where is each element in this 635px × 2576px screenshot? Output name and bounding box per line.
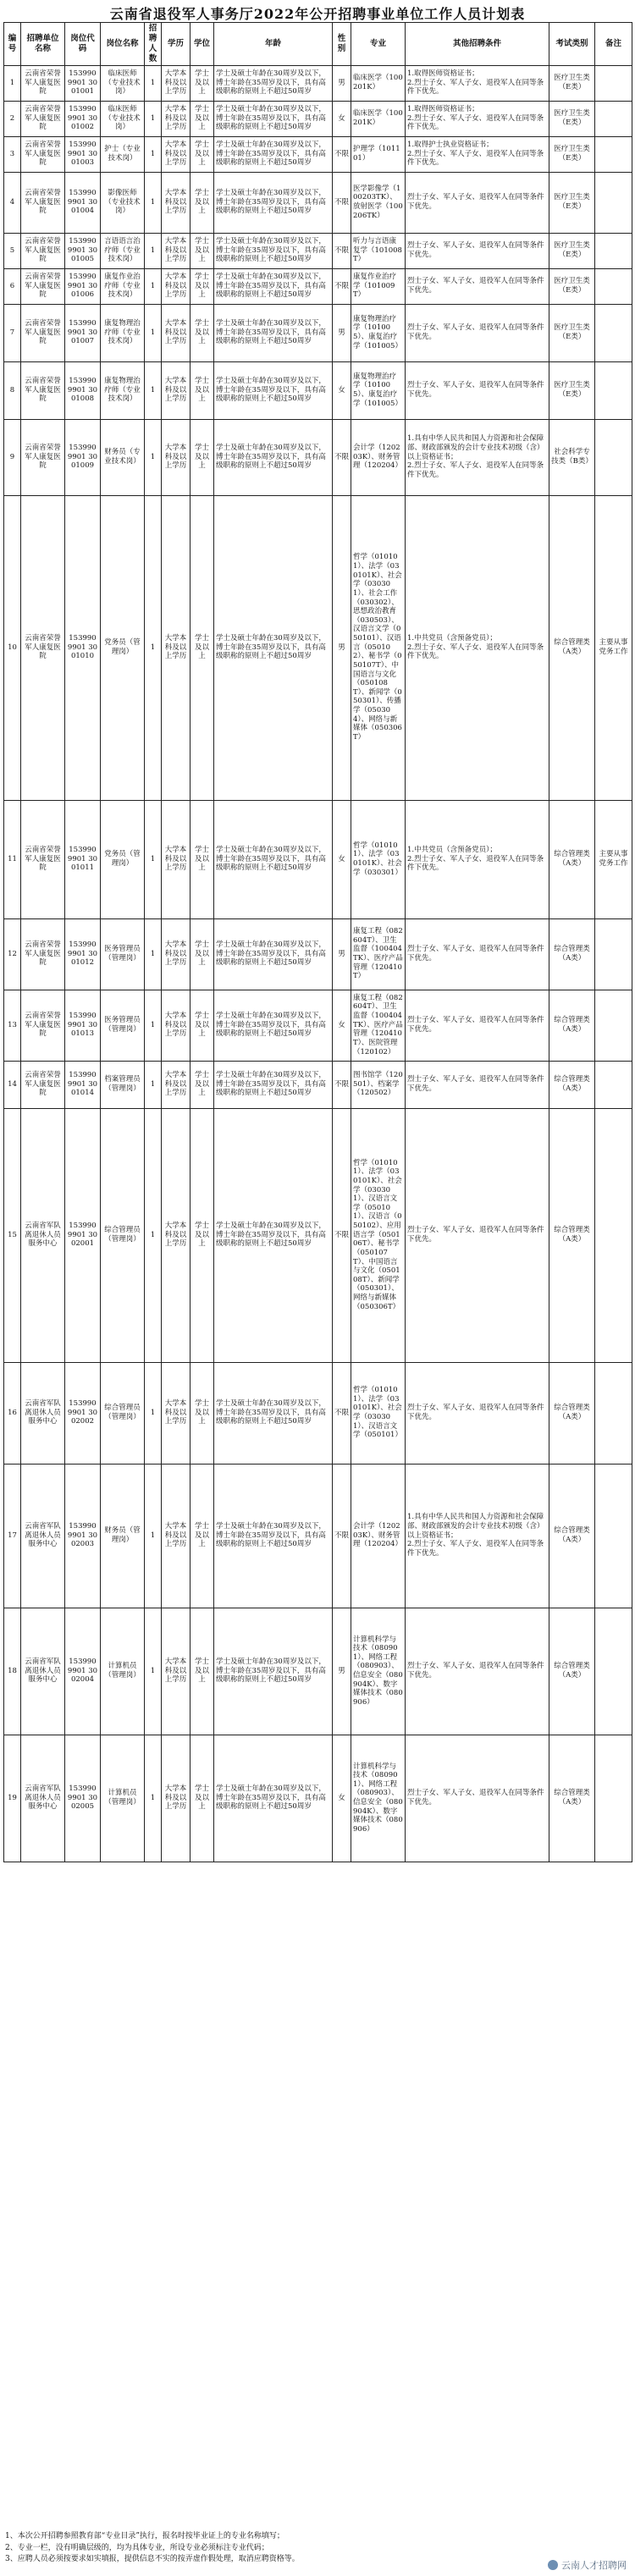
table-cell: 大学本科及以上学历: [162, 268, 190, 304]
table-cell: 学士及硕士年龄在30周岁及以下，博士年龄在35周岁及以下，具有高级职称的原则上不超过50周岁: [214, 1464, 333, 1608]
table-row: [4, 233, 632, 268]
table-cell: 计算机员（管理岗）: [101, 1735, 145, 1862]
table-cell: 哲学（010101）、法学（030101K）、社会学（030301）、社会工作（030302）、思想政治教育（030503）、汉语言文学（050101）、汉语言（050102）、秘书学（050107T）、中国语言与文化（050108T）、新闻学（050301）、传播学（050304）、网络与新媒体（050306T）: [351, 495, 406, 800]
column-header: 学历: [162, 23, 190, 66]
table-row: [4, 1108, 632, 1362]
table-row: [4, 172, 632, 233]
table-cell: 党务员（管理岗）: [101, 495, 145, 800]
table-cell: 医疗卫生类（E类）: [549, 304, 595, 361]
table-cell: 云南省荣誉军人康复医院: [21, 233, 65, 268]
table-row: [4, 65, 632, 101]
table-cell: 不限: [333, 136, 351, 172]
table-cell: 云南省荣誉军人康复医院: [21, 990, 65, 1061]
table-cell: 女: [333, 361, 351, 419]
table-cell: 烈士子女、军人子女、退役军人在同等条件下优先。: [406, 233, 549, 268]
column-header: 考试类别: [549, 23, 595, 66]
table-cell: [595, 1464, 632, 1608]
table-cell: 学士及以上: [190, 1061, 214, 1108]
table-cell: 大学本科及以上学历: [162, 1108, 190, 1362]
logo-icon: [548, 2560, 558, 2570]
table-cell: [595, 1061, 632, 1108]
table-cell: 1539909901 30 01004: [65, 172, 101, 233]
table-cell: 大学本科及以上学历: [162, 172, 190, 233]
table-cell: 言语语言治疗师（专业技术岗）: [101, 233, 145, 268]
table-cell: 学士及以上: [190, 419, 214, 495]
column-header: 岗位名称: [101, 23, 145, 66]
table-cell: 1539909901 30 02002: [65, 1362, 101, 1464]
column-header: 备注: [595, 23, 632, 66]
table-cell: 1539909901 30 01002: [65, 101, 101, 136]
table-cell: 3: [4, 136, 21, 172]
table-cell: 学士及硕士年龄在30周岁及以下，博士年龄在35周岁及以下，具有高级职称的原则上不超过50周岁: [214, 1735, 333, 1862]
table-cell: 学士及以上: [190, 304, 214, 361]
table-cell: 云南省荣誉军人康复医院: [21, 65, 65, 101]
table-cell: 14: [4, 1061, 21, 1108]
table-cell: 学士及以上: [190, 1735, 214, 1862]
table-row: [4, 918, 632, 990]
table-cell: [595, 1108, 632, 1362]
table-cell: 1.具有中华人民共和国人力资源和社会保障部、财政部颁发的会计专业技术初级（含）以上资格证书； 2.烈士子女、军人子女、退役军人在同等条件下优先。: [406, 419, 549, 495]
table-cell: 学士及以上: [190, 233, 214, 268]
table-cell: 学士及以上: [190, 65, 214, 101]
table-cell: 学士及硕士年龄在30周岁及以下，博士年龄在35周岁及以下，具有高级职称的原则上不超过50周岁: [214, 1061, 333, 1108]
table-cell: 1: [145, 990, 162, 1061]
table-cell: [595, 1735, 632, 1862]
table-cell: 医疗卫生类（E类）: [549, 172, 595, 233]
table-cell: 云南省荣誉军人康复医院: [21, 268, 65, 304]
table-cell: 哲学（010101）、法学（030101K）、社会学（030301）、汉语言文学（050101）: [351, 1362, 406, 1464]
table-cell: 1539909901 30 02003: [65, 1464, 101, 1608]
table-cell: 不限: [333, 1464, 351, 1608]
table-cell: 云南省荣誉军人康复医院: [21, 172, 65, 233]
table-cell: 4: [4, 172, 21, 233]
table-cell: [595, 172, 632, 233]
table-cell: [595, 233, 632, 268]
table-cell: 烈士子女、军人子女、退役军人在同等条件下优先。: [406, 990, 549, 1061]
table-cell: 医务管理员（管理岗）: [101, 918, 145, 990]
table-cell: 学士及以上: [190, 361, 214, 419]
table-cell: 大学本科及以上学历: [162, 1608, 190, 1735]
table-cell: 1: [145, 1061, 162, 1108]
table-cell: 不限: [333, 233, 351, 268]
table-cell: 学士及以上: [190, 990, 214, 1061]
table-row: [4, 268, 632, 304]
table-cell: 6: [4, 268, 21, 304]
footnote: 3、应聘人员必须按要求如实填报，提供信息不实的按弄虚作假处理，取消应聘资格等。: [5, 2555, 300, 2563]
table-cell: 1: [145, 172, 162, 233]
table-cell: 1: [145, 1108, 162, 1362]
table-row: [4, 495, 632, 800]
table-cell: 云南省军队离退休人员服务中心: [21, 1362, 65, 1464]
table-cell: 1: [145, 1735, 162, 1862]
table-cell: 大学本科及以上学历: [162, 1362, 190, 1464]
table-cell: 1539909901 30 02005: [65, 1735, 101, 1862]
table-cell: 云南省荣誉军人康复医院: [21, 1061, 65, 1108]
table-cell: 1: [145, 918, 162, 990]
table-cell: 综合管理员（管理岗）: [101, 1108, 145, 1362]
table-cell: 计算机科学与技术（080901）、网络工程（080903）、信息安全（080904K）、数字媒体技术（080906）: [351, 1608, 406, 1735]
table-cell: 学士及硕士年龄在30周岁及以下，博士年龄在35周岁及以下，具有高级职称的原则上不超过50周岁: [214, 101, 333, 136]
table-cell: 不限: [333, 268, 351, 304]
table-cell: 男: [333, 918, 351, 990]
table-cell: 1539909901 30 01014: [65, 1061, 101, 1108]
table-cell: 5: [4, 233, 21, 268]
table-cell: 综合管理类（A类）: [549, 1362, 595, 1464]
table-cell: 医疗卫生类（E类）: [549, 361, 595, 419]
table-cell: [595, 1362, 632, 1464]
table-cell: 综合管理类（A类）: [549, 1464, 595, 1608]
table-cell: 学士及以上: [190, 1108, 214, 1362]
table-cell: 女: [333, 990, 351, 1061]
table-cell: 学士及硕士年龄在30周岁及以下，博士年龄在35周岁及以下，具有高级职称的原则上不超过50周岁: [214, 268, 333, 304]
table-cell: 综合管理类（A类）: [549, 990, 595, 1061]
column-header: 招聘人数: [145, 23, 162, 66]
table-cell: 财务员（管理岗）: [101, 1464, 145, 1608]
column-header: 性别: [333, 23, 351, 66]
table-cell: 16: [4, 1362, 21, 1464]
table-cell: 1: [4, 65, 21, 101]
table-cell: 1: [145, 136, 162, 172]
table-cell: 临床医学（100201K）: [351, 101, 406, 136]
table-cell: 大学本科及以上学历: [162, 800, 190, 918]
table-cell: 1539909901 30 01013: [65, 990, 101, 1061]
table-cell: 大学本科及以上学历: [162, 495, 190, 800]
table-cell: 大学本科及以上学历: [162, 1735, 190, 1862]
table-cell: 1: [145, 1608, 162, 1735]
table-cell: 云南省荣誉军人康复医院: [21, 361, 65, 419]
table-cell: 计算机员（管理岗）: [101, 1608, 145, 1735]
table-cell: 学士及硕士年龄在30周岁及以下，博士年龄在35周岁及以下，具有高级职称的原则上不超过50周岁: [214, 233, 333, 268]
table-cell: 医务管理员（管理岗）: [101, 990, 145, 1061]
table-cell: 云南省荣誉军人康复医院: [21, 800, 65, 918]
table-cell: [595, 419, 632, 495]
footnote: 1、本次公开招聘参照教育部“专业目录”执行，报名时按毕业证上的专业名称填写；: [5, 2532, 284, 2540]
table-cell: 护士（专业技术岗）: [101, 136, 145, 172]
table-cell: 不限: [333, 1061, 351, 1108]
table-cell: 党务员（管理岗）: [101, 800, 145, 918]
table-cell: 云南省军队离退休人员服务中心: [21, 1735, 65, 1862]
table-cell: 学士及以上: [190, 1464, 214, 1608]
table-cell: 学士及以上: [190, 136, 214, 172]
table-row: [4, 304, 632, 361]
table-cell: 烈士子女、军人子女、退役军人在同等条件下优先。: [406, 268, 549, 304]
table-cell: 学士及硕士年龄在30周岁及以下，博士年龄在35周岁及以下，具有高级职称的原则上不超过50周岁: [214, 1608, 333, 1735]
table-cell: 13: [4, 990, 21, 1061]
table-cell: 综合管理类（A类）: [549, 1108, 595, 1362]
table-cell: 1.中共党员（含预备党员）； 2.烈士子女、军人子女、退役军人在同等条件下优先。: [406, 800, 549, 918]
table-cell: 学士及以上: [190, 495, 214, 800]
table-cell: 大学本科及以上学历: [162, 233, 190, 268]
table-cell: 1.取得医师资格证书； 2.烈士子女、军人子女、退役军人在同等条件下优先。: [406, 101, 549, 136]
table-cell: 1: [145, 800, 162, 918]
table-cell: 综合管理类（A类）: [549, 918, 595, 990]
table-cell: 学士及硕士年龄在30周岁及以下，博士年龄在35周岁及以下，具有高级职称的原则上不超过50周岁: [214, 1108, 333, 1362]
table-cell: 10: [4, 495, 21, 800]
table-cell: 1539909901 30 01012: [65, 918, 101, 990]
table-cell: [595, 990, 632, 1061]
table-cell: 康复工程（082604T）、卫生监督（100404TK）、医疗产品管理（120410T）、医院管理（120102）: [351, 990, 406, 1061]
table-cell: [595, 136, 632, 172]
table-cell: 云南省荣誉军人康复医院: [21, 419, 65, 495]
table-row: [4, 361, 632, 419]
table-cell: 学士及硕士年龄在30周岁及以下，博士年龄在35周岁及以下，具有高级职称的原则上不超过50周岁: [214, 1362, 333, 1464]
table-row: [4, 1735, 632, 1862]
recruitment-table: [3, 22, 632, 1862]
table-cell: 康复物理治疗师（专业技术岗）: [101, 361, 145, 419]
table-cell: 云南省荣誉军人康复医院: [21, 304, 65, 361]
table-cell: 康复工程（082604T）、卫生监督（100404TK）、医疗产品管理（120410T）: [351, 918, 406, 990]
table-cell: 学士及以上: [190, 1608, 214, 1735]
table-cell: 学士及硕士年龄在30周岁及以下，博士年龄在35周岁及以下，具有高级职称的原则上不超过50周岁: [214, 918, 333, 990]
table-cell: 临床医师（专业技术岗）: [101, 101, 145, 136]
table-cell: 学士及硕士年龄在30周岁及以下，博士年龄在35周岁及以下，具有高级职称的原则上不超过50周岁: [214, 495, 333, 800]
table-cell: 大学本科及以上学历: [162, 1464, 190, 1608]
table-cell: 大学本科及以上学历: [162, 419, 190, 495]
table-cell: 大学本科及以上学历: [162, 304, 190, 361]
table-cell: 康复物理治疗学（101005）、康复治疗学（101005）: [351, 304, 406, 361]
table-cell: 医疗卫生类（E类）: [549, 101, 595, 136]
table-cell: 云南省荣誉军人康复医院: [21, 101, 65, 136]
table-cell: 2: [4, 101, 21, 136]
table-cell: 1539909901 30 01001: [65, 65, 101, 101]
table-row: [4, 1061, 632, 1108]
table-cell: 1: [145, 65, 162, 101]
table-cell: 1: [145, 304, 162, 361]
table-cell: 医疗卫生类（E类）: [549, 136, 595, 172]
table-cell: 烈士子女、军人子女、退役军人在同等条件下优先。: [406, 304, 549, 361]
table-cell: 会计学（120203K）、财务管理（120204）: [351, 419, 406, 495]
table-cell: 大学本科及以上学历: [162, 136, 190, 172]
table-cell: 烈士子女、军人子女、退役军人在同等条件下优先。: [406, 918, 549, 990]
table-cell: 1539909901 30 01005: [65, 233, 101, 268]
table-cell: 学士及硕士年龄在30周岁及以下，博士年龄在35周岁及以下，具有高级职称的原则上不超过50周岁: [214, 304, 333, 361]
table-cell: 1.取得医师资格证书； 2.烈士子女、军人子女、退役军人在同等条件下优先。: [406, 65, 549, 101]
table-cell: 医疗卫生类（E类）: [549, 65, 595, 101]
table-cell: 学士及以上: [190, 918, 214, 990]
table-cell: 不限: [333, 1362, 351, 1464]
table-cell: 烈士子女、军人子女、退役军人在同等条件下优先。: [406, 1735, 549, 1862]
table-row: [4, 1362, 632, 1464]
table-cell: 综合管理类（A类）: [549, 1735, 595, 1862]
table-cell: 综合管理类（A类）: [549, 800, 595, 918]
table-cell: 云南省荣誉军人康复医院: [21, 918, 65, 990]
table-cell: 烈士子女、军人子女、退役军人在同等条件下优先。: [406, 1362, 549, 1464]
table-cell: 1539909901 30 01003: [65, 136, 101, 172]
table-cell: [595, 268, 632, 304]
table-cell: [595, 1608, 632, 1735]
header-row: [4, 23, 632, 66]
table-row: [4, 101, 632, 136]
watermark: [548, 2558, 627, 2572]
table-cell: 学士及硕士年龄在30周岁及以下，博士年龄在35周岁及以下，具有高级职称的原则上不超过50周岁: [214, 361, 333, 419]
table-cell: 哲学（010101）、法学（030101K）、社会学（030301）、汉语言文学（050101）、汉语言（050102）、应用语言学（050106T）、秘书学（050107T）、中国语言与文化（050108T）、新闻学（050301）、网络与新媒体（050306T）: [351, 1108, 406, 1362]
table-cell: 1: [145, 419, 162, 495]
table-cell: 学士及硕士年龄在30周岁及以下，博士年龄在35周岁及以下，具有高级职称的原则上不超过50周岁: [214, 800, 333, 918]
table-cell: 计算机科学与技术（080901）、网络工程（080903）、信息安全（080904K）、数字媒体技术（080906）: [351, 1735, 406, 1862]
table-cell: 1539909901 30 01008: [65, 361, 101, 419]
table-cell: 烈士子女、军人子女、退役军人在同等条件下优先。: [406, 1061, 549, 1108]
table-cell: 云南省荣誉军人康复医院: [21, 495, 65, 800]
table-cell: 1: [145, 495, 162, 800]
table-cell: 男: [333, 304, 351, 361]
table-cell: 1: [145, 268, 162, 304]
table-cell: 1.取得护士执业资格证书； 2.烈士子女、军人子女、退役军人在同等条件下优先。: [406, 136, 549, 172]
table-cell: 主要从事党务工作: [595, 495, 632, 800]
column-header: 招聘单位名称: [21, 23, 65, 66]
table-cell: 学士及以上: [190, 268, 214, 304]
table-cell: 15: [4, 1108, 21, 1362]
table-cell: 1: [145, 233, 162, 268]
table-cell: 云南省军队离退休人员服务中心: [21, 1464, 65, 1608]
table-cell: 学士及硕士年龄在30周岁及以下，博士年龄在35周岁及以下，具有高级职称的原则上不超过50周岁: [214, 136, 333, 172]
table-cell: 学士及硕士年龄在30周岁及以下，博士年龄在35周岁及以下，具有高级职称的原则上不超过50周岁: [214, 65, 333, 101]
table-cell: 学士及以上: [190, 172, 214, 233]
table-cell: 1: [145, 361, 162, 419]
table-cell: 财务员（专业技术岗）: [101, 419, 145, 495]
table-cell: 云南省荣誉军人康复医院: [21, 136, 65, 172]
table-cell: 大学本科及以上学历: [162, 1061, 190, 1108]
table-cell: 医学影像学（100203TK）、放射医学（100206TK）: [351, 172, 406, 233]
table-cell: 烈士子女、军人子女、退役军人在同等条件下优先。: [406, 172, 549, 233]
table-cell: 1: [145, 101, 162, 136]
table-cell: [595, 918, 632, 990]
table-cell: 1539909901 30 02004: [65, 1608, 101, 1735]
table-cell: 康复物理治疗师（专业技术岗）: [101, 304, 145, 361]
column-header: 年龄: [214, 23, 333, 66]
table-cell: 12: [4, 918, 21, 990]
table-row: [4, 800, 632, 918]
table-cell: 17: [4, 1464, 21, 1608]
table-cell: [595, 304, 632, 361]
table-cell: 大学本科及以上学历: [162, 361, 190, 419]
table-row: [4, 1608, 632, 1735]
table-cell: 1539909901 30 02001: [65, 1108, 101, 1362]
table-cell: 8: [4, 361, 21, 419]
table-cell: 学士及以上: [190, 800, 214, 918]
table-cell: 图书馆学（120501）、档案学（120502）: [351, 1061, 406, 1108]
table-cell: 康复作业治疗师（专业技术岗）: [101, 268, 145, 304]
table-cell: 社会科学专技类（B类）: [549, 419, 595, 495]
table-cell: 女: [333, 1735, 351, 1862]
column-header: 岗位代码: [65, 23, 101, 66]
table-cell: 1539909901 30 01009: [65, 419, 101, 495]
table-cell: 云南省军队离退休人员服务中心: [21, 1108, 65, 1362]
table-cell: 医疗卫生类（E类）: [549, 233, 595, 268]
table-cell: 男: [333, 1608, 351, 1735]
column-header: 编号: [4, 23, 21, 66]
table-row: [4, 419, 632, 495]
table-cell: 不限: [333, 1108, 351, 1362]
watermark-text: 云南人才招聘网: [561, 2560, 627, 2571]
table-cell: 男: [333, 495, 351, 800]
table-cell: 18: [4, 1608, 21, 1735]
table-cell: 大学本科及以上学历: [162, 918, 190, 990]
table-cell: 19: [4, 1735, 21, 1862]
table-cell: 护理学（101101）: [351, 136, 406, 172]
table-cell: 1539909901 30 01007: [65, 304, 101, 361]
table-cell: 学士及硕士年龄在30周岁及以下，博士年龄在35周岁及以下，具有高级职称的原则上不超过50周岁: [214, 419, 333, 495]
table-cell: 1: [145, 1464, 162, 1608]
table-cell: 烈士子女、军人子女、退役军人在同等条件下优先。: [406, 1108, 549, 1362]
column-header: 其他招聘条件: [406, 23, 549, 66]
table-cell: 主要从事党务工作: [595, 800, 632, 918]
table-cell: 大学本科及以上学历: [162, 65, 190, 101]
table-cell: 会计学（120203K）、财务管理（120204）: [351, 1464, 406, 1608]
footnote: 2、专业一栏，没有明确层级的，均为具体专业，所设专业必须标注专业代码；: [5, 2543, 269, 2552]
table-cell: 7: [4, 304, 21, 361]
table-cell: 1.中共党员（含预备党员）； 2.烈士子女、军人子女、退役军人在同等条件下优先。: [406, 495, 549, 800]
column-header: 学位: [190, 23, 214, 66]
table-cell: 综合管理类（A类）: [549, 495, 595, 800]
table-cell: 1: [145, 1362, 162, 1464]
table-cell: 11: [4, 800, 21, 918]
table-cell: 康复物理治疗学（101005）、康复治疗学（101005）: [351, 361, 406, 419]
table-cell: 9: [4, 419, 21, 495]
column-header: 专业: [351, 23, 406, 66]
table-cell: 康复作业治疗学（101009T）: [351, 268, 406, 304]
table-cell: 临床医师（专业技术岗）: [101, 65, 145, 101]
table-cell: 不限: [333, 172, 351, 233]
table-cell: 听力与言语康复学（101008T）: [351, 233, 406, 268]
table-cell: 烈士子女、军人子女、退役军人在同等条件下优先。: [406, 361, 549, 419]
table-cell: 大学本科及以上学历: [162, 990, 190, 1061]
table-cell: 云南省军队离退休人员服务中心: [21, 1608, 65, 1735]
table-cell: 综合管理员（管理岗）: [101, 1362, 145, 1464]
table-cell: 医疗卫生类（E类）: [549, 268, 595, 304]
table-row: [4, 136, 632, 172]
table-cell: 1539909901 30 01006: [65, 268, 101, 304]
table-cell: 综合管理类（A类）: [549, 1608, 595, 1735]
table-cell: 1539909901 30 01011: [65, 800, 101, 918]
table-cell: 女: [333, 101, 351, 136]
table-cell: 学士及硕士年龄在30周岁及以下，博士年龄在35周岁及以下，具有高级职称的原则上不超过50周岁: [214, 990, 333, 1061]
table-cell: 烈士子女、军人子女、退役军人在同等条件下优先。: [406, 1608, 549, 1735]
table-row: [4, 990, 632, 1061]
table-cell: 不限: [333, 419, 351, 495]
table-cell: [595, 101, 632, 136]
table-cell: 1.具有中华人民共和国人力资源和社会保障部、财政部颁发的会计专业技术初级（含）以上资格证书； 2.烈士子女、军人子女、退役军人在同等条件下优先。: [406, 1464, 549, 1608]
table-cell: [595, 65, 632, 101]
table-row: [4, 1464, 632, 1608]
table-cell: 学士及硕士年龄在30周岁及以下，博士年龄在35周岁及以下，具有高级职称的原则上不超过50周岁: [214, 172, 333, 233]
table-cell: 学士及以上: [190, 1362, 214, 1464]
table-cell: 女: [333, 800, 351, 918]
page-title: 云南省退役军人事务厅2022年公开招聘事业单位工作人员计划表: [109, 6, 526, 22]
table-cell: 综合管理类（A类）: [549, 1061, 595, 1108]
table-cell: 学士及以上: [190, 101, 214, 136]
table-cell: 哲学（010101）、法学（030101K）、社会学（030301）: [351, 800, 406, 918]
table-cell: [595, 361, 632, 419]
table-cell: 1539909901 30 01010: [65, 495, 101, 800]
table-cell: 档案管理员（管理岗）: [101, 1061, 145, 1108]
table-cell: 临床医学（100201K）: [351, 65, 406, 101]
table-cell: 大学本科及以上学历: [162, 101, 190, 136]
footnotes: [5, 2531, 513, 2566]
table-cell: 男: [333, 65, 351, 101]
table-cell: 影像医师（专业技术岗）: [101, 172, 145, 233]
